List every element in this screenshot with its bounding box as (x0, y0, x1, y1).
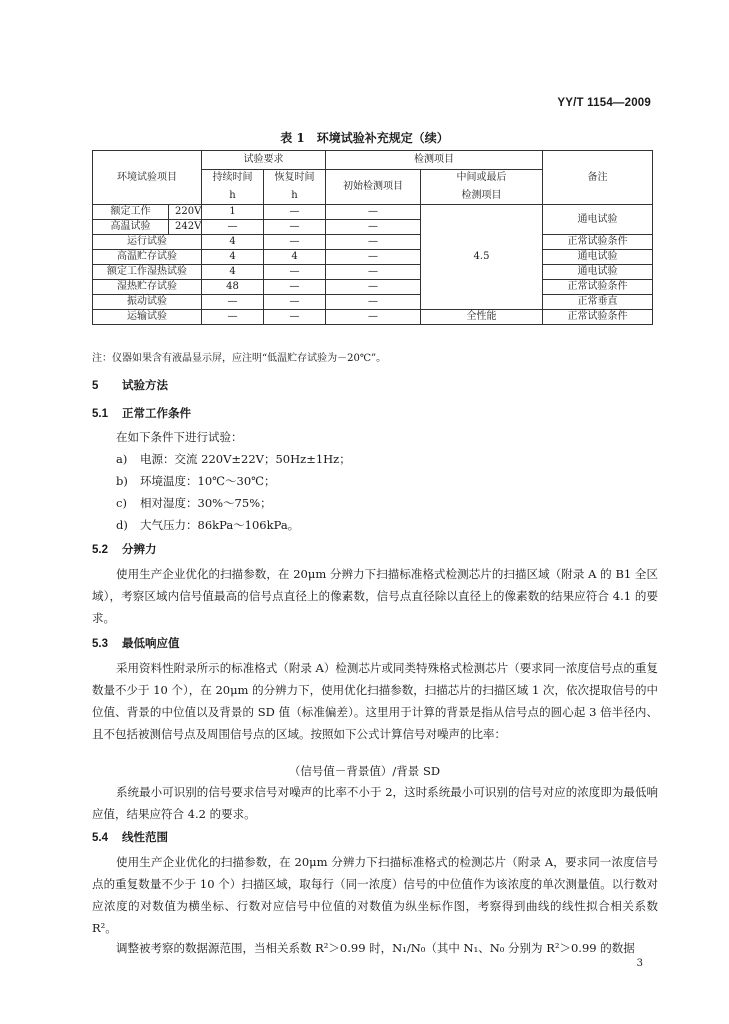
table-row: 振动试验 — — — 正常垂直 (93, 295, 653, 310)
header-duration: 持续时间 h (202, 170, 264, 205)
table-row: 额定工作湿热试验 4 — — 通电试验 (93, 265, 653, 280)
header-recovery: 恢复时间 h (264, 170, 326, 205)
list-item: d) 大气压力：86kPa～106kPa。 (116, 518, 300, 532)
snr-formula: （信号值－背景值）/背景 SD (288, 764, 441, 778)
list-item: a) 电源：交流 220V±22V；50Hz±1Hz； (116, 452, 351, 466)
table-row: 高温试验 242V — — — (93, 220, 653, 235)
header-initial: 初始检测项目 (326, 170, 421, 205)
section-5-4-heading: 5.4 线性范围 (92, 832, 168, 844)
header-mid-final: 中间或最后 检测项目 (421, 170, 543, 205)
header-test-req: 试验要求 (202, 151, 326, 170)
list-item: b) 环境温度：10℃～30℃； (116, 474, 276, 488)
section-5-1-heading: 5.1 正常工作条件 (92, 408, 191, 420)
table-row: 湿热贮存试验 48 — — 正常试验条件 (93, 280, 653, 295)
header-remarks: 备注 (543, 151, 653, 205)
header-item: 环境试验项目 (93, 151, 202, 205)
table-row: 额定工作 220V 1 — — 4.5 通电试验 (93, 205, 653, 220)
page-number: 3 (636, 958, 643, 969)
section-5-3-body-2: 系统最小可识别的信号要求信号对噪声的比率不小于 2，这时系统最小可识别的信号对应的浓度即为最低响应值，结果应符合 4.2 的要求。 (92, 785, 658, 821)
table-note: 注：仪器如果含有液晶显示屏，应注明“低温贮存试验为－20℃”。 (92, 353, 387, 364)
section-5-3-heading: 5.3 最低响应值 (92, 638, 180, 650)
standard-number: YY/T 1154—2009 (557, 97, 651, 109)
header-detect: 检测项目 (326, 151, 543, 170)
section-5-4-body-2: 调整被考察的数据源范围，当相关系数 R²＞0.99 时，N₁/N₀（其中 N₁、N₀ 分别为 R²＞0.99 的数据 (116, 941, 635, 955)
section-5-heading: 5 试验方法 (92, 380, 168, 392)
table-row: 运行试验 4 — — 正常试验条件 (93, 235, 653, 250)
section-5-2-body: 使用生产企业优化的扫描参数，在 20μm 分辨力下扫描标准格式检测芯片的扫描区域（附录 A 的 B1 全区域），考察区域内信号值最高的信号点直径上的像素数，信号点直径除以直径上的像素数的结果应符合 4.1 的要求。 (92, 567, 658, 625)
section-5-3-body: 采用资料性附录所示的标准格式（附录 A）检测芯片或同类特殊格式检测芯片（要求同一浓度信号点的重复数量不少于 10 个），在 20μm 的分辨力下，使用优化扫描参数，扫描芯片的扫描区域 1 次，依次提取信号的中位值、背景的中位值以及背景的 SD 值（标准偏差）。这里用于计算的背景是指从信号点的圆心起 3 倍半径内、且不包括被测信号点及周围信号点的区域。按照如下公式计算信号对噪声的比率： (92, 661, 658, 741)
table-row: 高温贮存试验 4 4 — 通电试验 (93, 250, 653, 265)
table-row: 运输试验 — — — 全性能 正常试验条件 (93, 310, 653, 325)
section-5-1-intro: 在如下条件下进行试验： (116, 430, 243, 444)
merged-remark-cell: 通电试验 (543, 205, 653, 235)
list-item: c) 相对湿度：30%～75%； (116, 496, 272, 510)
merged-mid-cell: 4.5 (421, 205, 543, 310)
table-title: 表 1 环境试验补充规定（续） (280, 131, 449, 145)
section-5-4-body: 使用生产企业优化的扫描参数，在 20μm 分辨力下扫描标准格式的检测芯片（附录 A，要求同一浓度信号点的重复数量不少于 10 个）扫描区域，取每行（同一浓度）信号的中位值作为该浓度的单次测量值。以行数对应浓度的对数值为横坐标、行数对应信号中位值的对数值为纵坐标作图，考察得到曲线的线性拟合相关系数 R²。 (92, 855, 658, 935)
section-5-2-heading: 5.2 分辨力 (92, 544, 157, 556)
environment-test-table (92, 150, 653, 325)
